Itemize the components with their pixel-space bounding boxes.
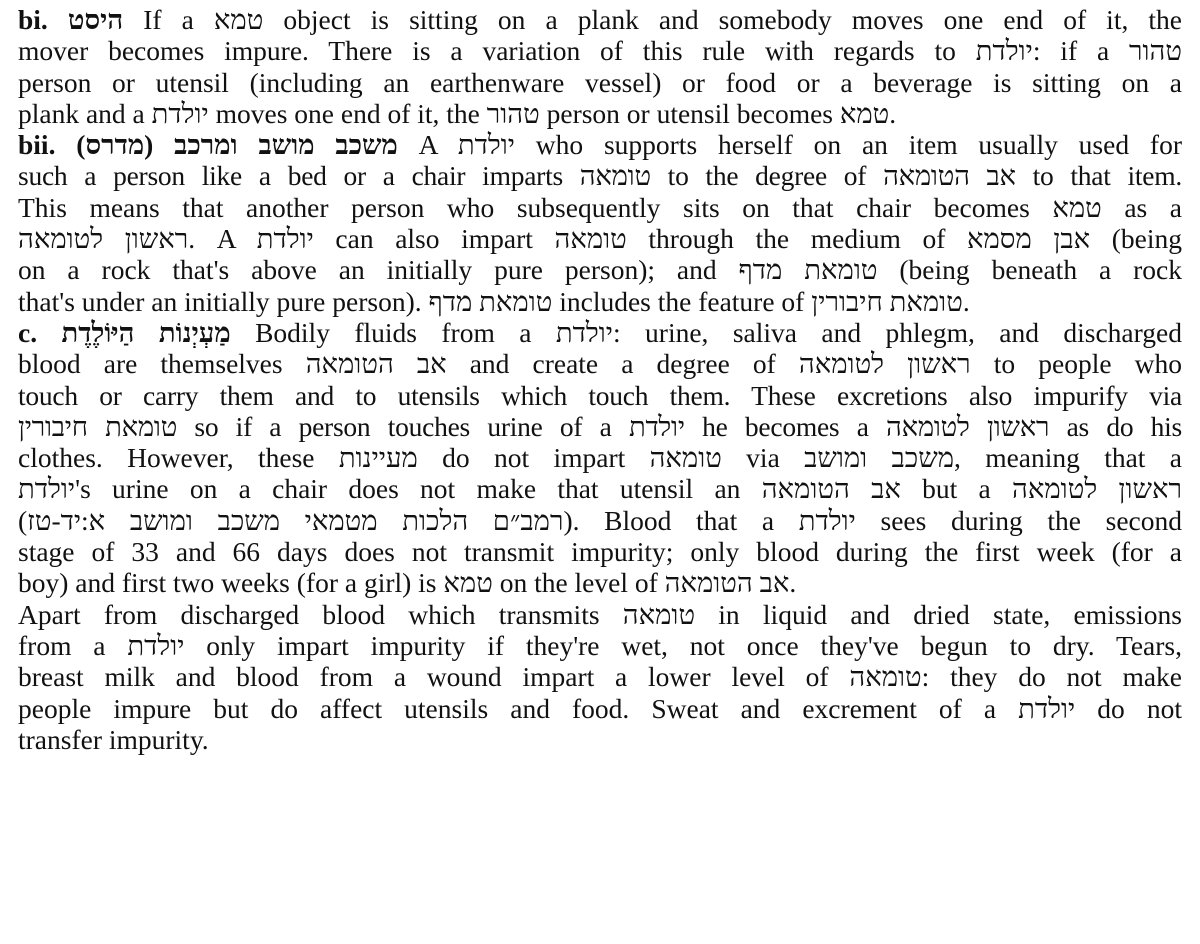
text-line-23: people impure but do affect utensils and food. Sweat and excrement of a יולדת do not xyxy=(18,692,1182,724)
text-line-1: bi. היסט If a טמא object is sitting on a plank and somebody moves one end of it, the xyxy=(18,4,1182,35)
text-line-10: that's under an initially pure person). טומאת מדף includes the feature of טומאת חיבורין. xyxy=(18,285,970,317)
text-line-11: c. מַעְיְנוֹת הַיּוֹלֶדֶת Bodily fluids from a יולדת: urine, saliva and phlegm, and discharged xyxy=(18,316,1182,348)
text-line-12: blood are themselves אב הטומאה and create a degree of ראשון לטומאה to people who xyxy=(18,348,1182,380)
text-line-15: clothes. However, these מעיינות do not impart טומאה via משכב ומושב, meaning that a xyxy=(18,442,1182,474)
text-line-24: transfer impurity. xyxy=(18,723,209,755)
text-line-4: plank and a יולדת moves one end of it, the טהור person or utensil becomes טמא. xyxy=(18,97,897,129)
text-line-6: such a person like a bed or a chair imparts טומאה to the degree of אב הטומאה to that item. xyxy=(18,160,1182,192)
text-line-17: (רמב״ם הלכות מטמאי משכב ומושב א:יד-טז). Blood that a יולדת sees during the second xyxy=(18,504,1182,536)
heading-bi: bi. היסט xyxy=(18,4,124,35)
text-line-2: mover becomes impure. There is a variation of this rule with regards to יולדת: if a טהור xyxy=(18,35,1182,67)
text-line-9: on a rock that's above an initially pure person); and טומאת מדף (being beneath a rock xyxy=(18,254,1182,286)
document-page xyxy=(0,4,1200,944)
text-line-22: breast milk and blood from a wound impart a lower level of טומאה: they do not make xyxy=(18,661,1182,693)
heading-bii: bii. (מדרס) משכב מושב ומרכב xyxy=(18,129,398,161)
text-line-21: from a יולדת only impart impurity if they're wet, not once they've begun to dry. Tears, xyxy=(18,629,1182,661)
text-line-5: bii. (מדרס) משכב מושב ומרכב A יולדת who supports herself on an item usually used for xyxy=(18,129,1182,161)
text-line-18: stage of 33 and 66 days does not transmit impurity; only blood during the first week (for a xyxy=(18,536,1182,568)
heading-c: c. מַעְיְנוֹת הַיּוֹלֶדֶת xyxy=(18,316,231,348)
text-line-19: boy) and first two weeks (for a girl) is טמא on the level of אב הטומאה. xyxy=(18,567,797,599)
text-line-7: This means that another person who subsequently sits on that chair becomes טמא as a xyxy=(18,191,1182,223)
text-line-8: ראשון לטומאה. A יולדת can also impart טומאה through the medium of אבן מסמא (being xyxy=(18,223,1182,255)
text-line-16: יולדת's urine on a chair does not make that utensil an אב הטומאה but a ראשון לטומאה xyxy=(18,473,1182,505)
text-line-3: person or utensil (including an earthenware vessel) or food or a beverage is sitting on a xyxy=(18,66,1182,98)
text-line-20: Apart from discharged blood which transmits טומאה in liquid and dried state, emissions xyxy=(18,598,1182,630)
text-line-13: touch or carry them and to utensils which touch them. These excretions also impurify via xyxy=(18,379,1182,411)
text-line-14: טומאת חיבורין so if a person touches urine of a יולדת he becomes a ראשון לטומאה as do his xyxy=(18,410,1182,442)
